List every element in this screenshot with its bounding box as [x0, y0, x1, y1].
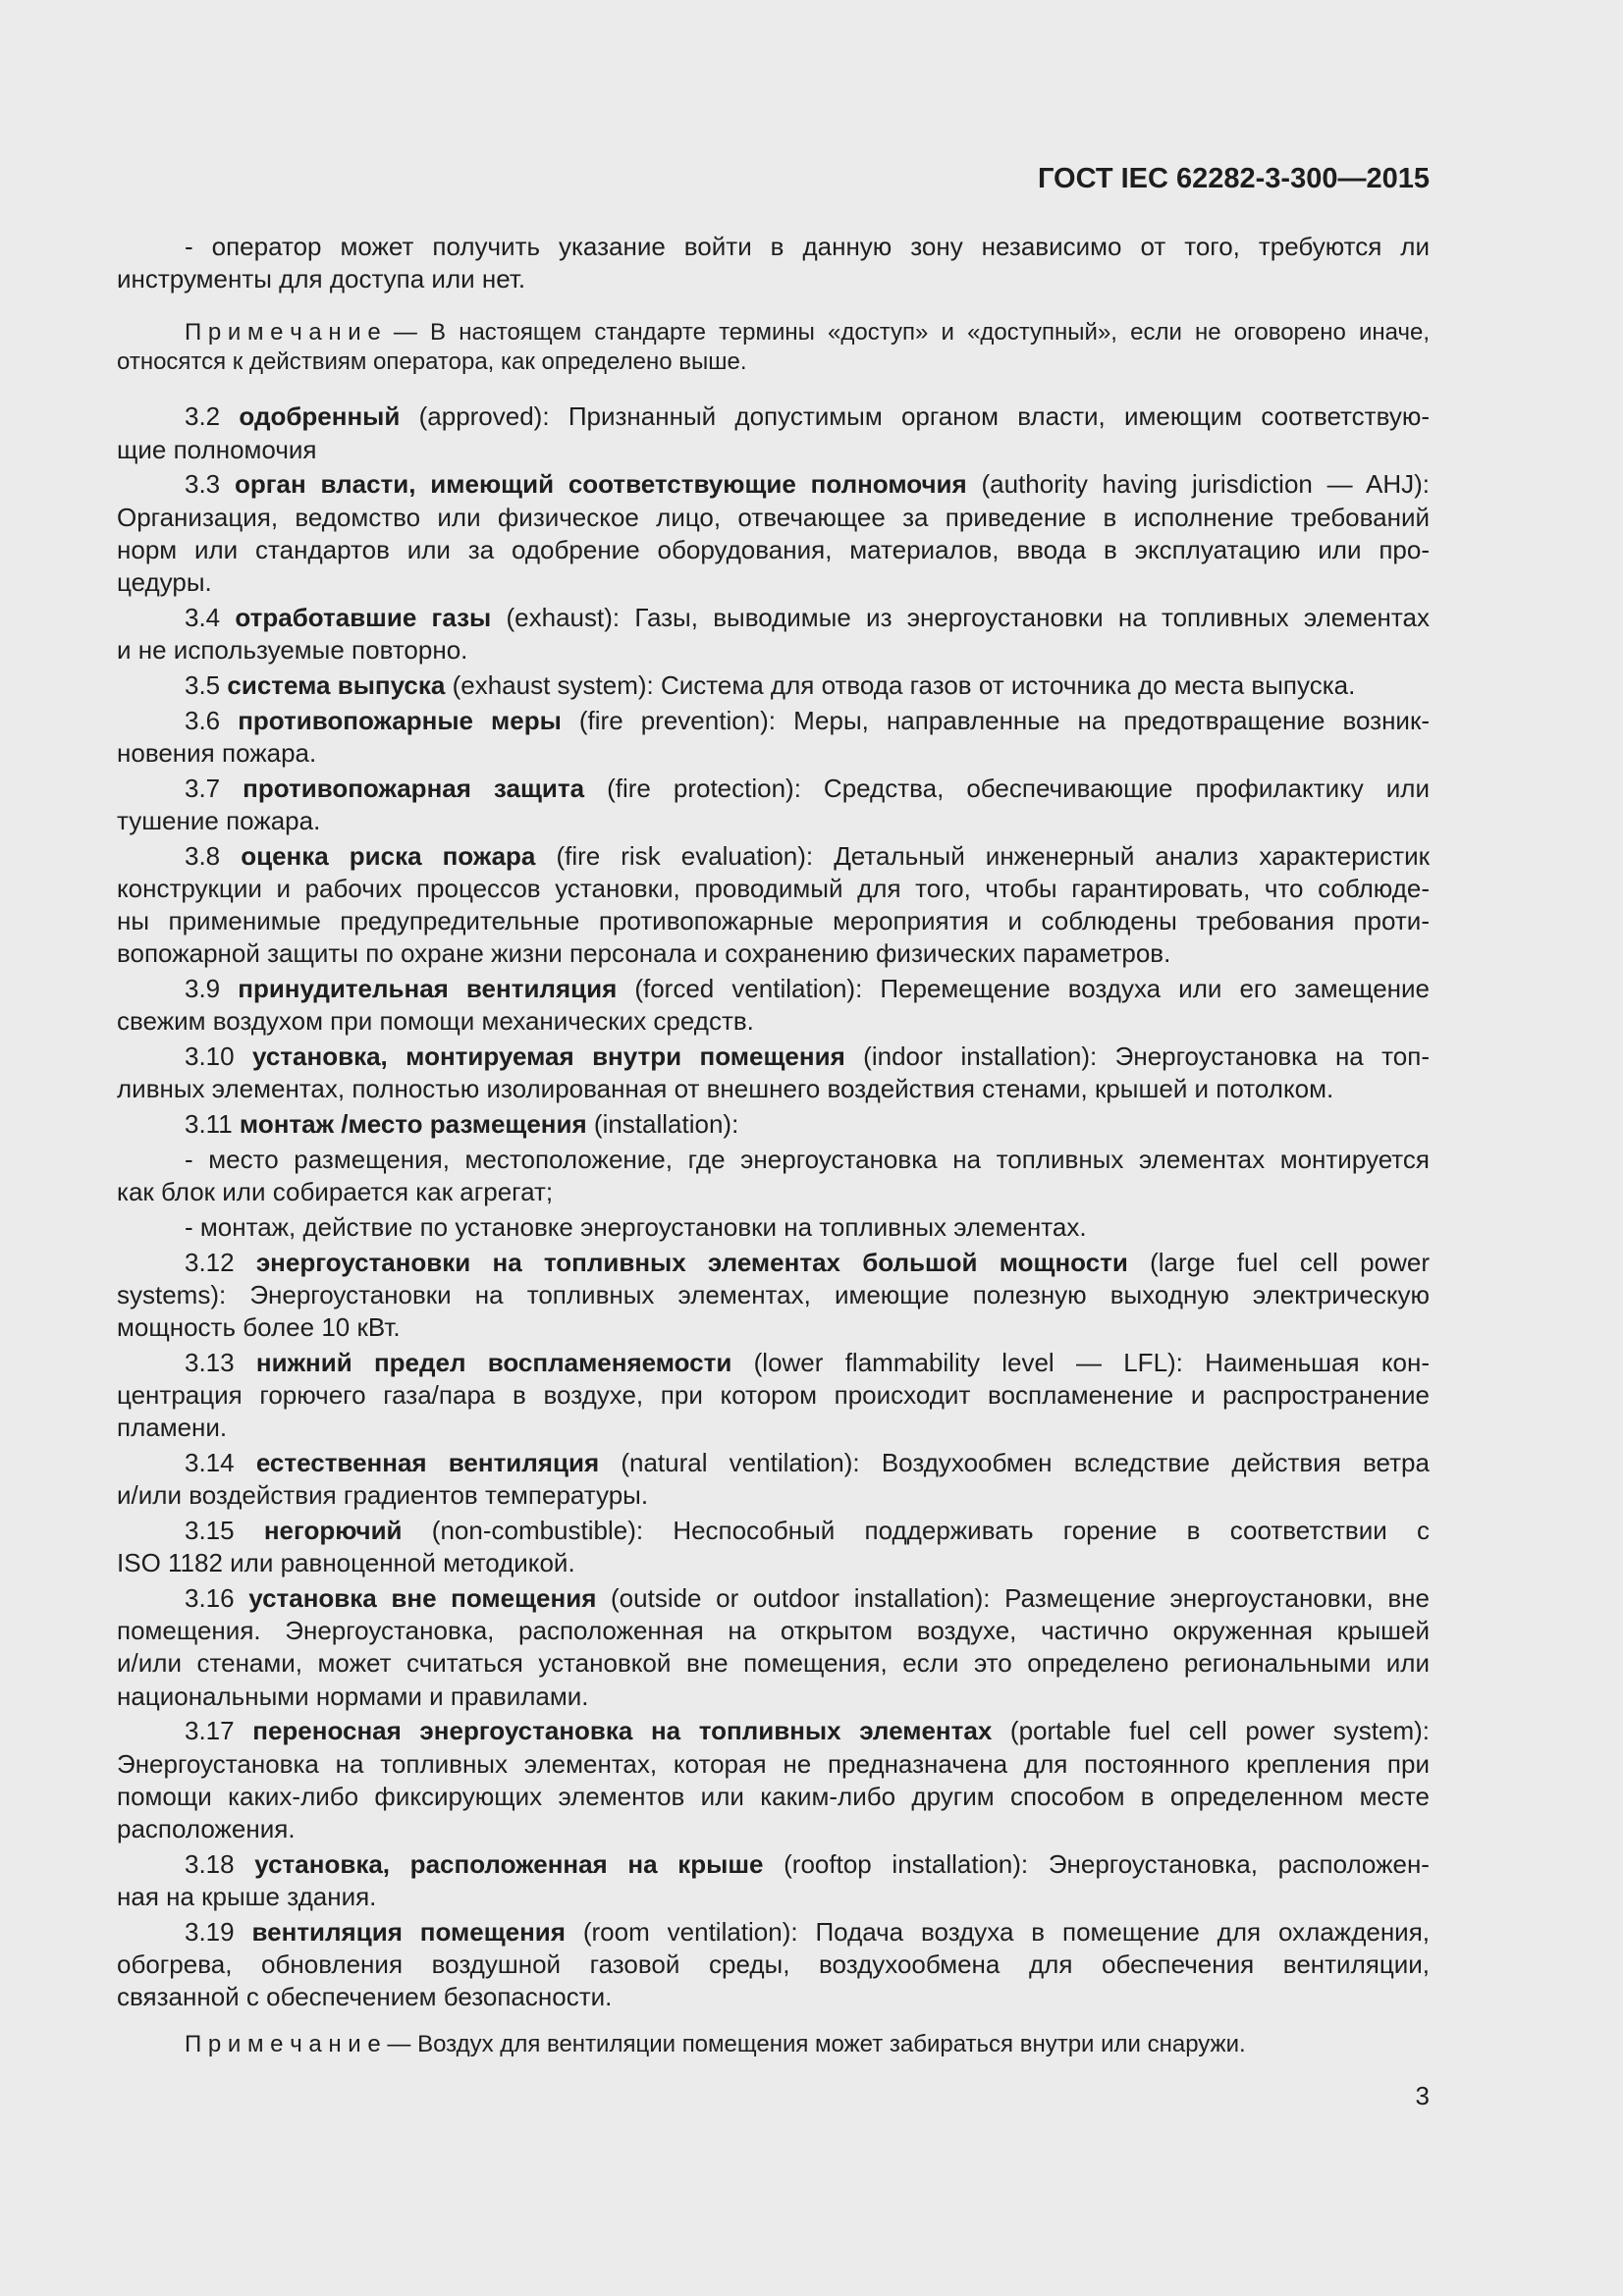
definition-text: (lower flammability level — LFL): Наименьшая кон-	[753, 1347, 1430, 1377]
definition-text: (natural ventilation): Воздухообмен вследствие действия ветра	[621, 1448, 1430, 1477]
definition-text: (installation):	[593, 1109, 739, 1139]
definition-line: ISO 1182 или равноценной методикой.	[117, 1548, 575, 1578]
term-number: 3.19	[185, 1916, 235, 1947]
definition-first-line	[117, 1447, 1430, 1479]
definition-line: цедуры.	[117, 567, 212, 597]
definition-entry	[117, 840, 1430, 971]
term-number: 3.18	[185, 1848, 235, 1879]
definition-line: и/или стенами, может считаться установкой вне помещения, если это определено региональными или	[117, 1648, 1430, 1679]
term-name: установка вне помещения	[248, 1583, 597, 1613]
note-line: относятся к действиям оператора, как определено выше.	[117, 348, 747, 375]
definition-text: (rooftop installation): Энергоустановка, расположен-	[784, 1848, 1430, 1879]
note-text: — Воздух для вентиляции помещения может забираться внутри или снаружи.	[387, 2031, 1246, 2058]
term-number: 3.2	[185, 401, 221, 432]
note-text: — В настоящем стандарте термины «доступ» и «доступный», если не оговорено иначе,	[393, 319, 1430, 346]
term-number: 3.3	[185, 469, 221, 500]
definition-entry	[117, 1582, 1430, 1713]
definition-line: национальными нормами и правилами.	[117, 1681, 589, 1711]
definition-first-line	[117, 400, 1430, 433]
term-number: 3.16	[185, 1583, 235, 1613]
definition-text: (approved): Признанный допустимым органом власти, имеющим соответствую-	[418, 401, 1430, 432]
term-name: установка, монтируемая внутри помещения	[252, 1041, 845, 1071]
term-name: система выпуска	[227, 669, 446, 700]
definition-line: ная на крыше здания.	[117, 1882, 377, 1912]
definition-line: связанной с обеспечением безопасности.	[117, 1982, 613, 2012]
definition-first-line	[117, 773, 1430, 805]
definition-entry	[117, 602, 1430, 667]
term-name: установка, расположенная на крыше	[254, 1848, 764, 1879]
definition-line: щие полномочия	[117, 434, 317, 464]
list-item-line: как блок или собирается как агрегат;	[117, 1177, 554, 1206]
definition-line: помощи каких-либо фиксирующих элементов или каким-либо другим способом в определенном месте	[117, 1781, 1430, 1811]
definition-entry	[117, 1715, 1430, 1845]
term-name: орган власти, имеющий соответствующие полномочия	[234, 469, 967, 500]
definition-line: новения пожара.	[117, 737, 317, 768]
definition-text: (fire protection): Средства, обеспечивающие профилактику или	[607, 773, 1430, 803]
definition-first-line	[117, 1041, 1430, 1073]
definition-first-line	[117, 973, 1430, 1005]
term-name: энергоустановки на топливных элементах большой мощности	[255, 1247, 1128, 1277]
term-name: противопожарная защита	[243, 773, 585, 803]
definition-first-line	[117, 1848, 1430, 1881]
definition-text: (authority having jurisdiction — AHJ):	[981, 469, 1430, 500]
definition-text: (fire prevention): Меры, направленные на предотвращение возник-	[578, 705, 1430, 735]
definition-first-line	[117, 1108, 1430, 1141]
term-name: отработавшие газы	[235, 602, 492, 632]
definition-line: systems): Энергоустановки на топливных элементах, имеющие полезную выходную электрическую	[117, 1279, 1430, 1309]
definition-text: (fire risk evaluation): Детальный инженерный анализ характеристик	[556, 840, 1430, 871]
definition-entry	[117, 1108, 1430, 1141]
term-number: 3.4	[185, 602, 221, 632]
term-number: 3.15	[185, 1516, 235, 1545]
text-column	[117, 231, 1430, 2112]
note-first-line	[117, 318, 1430, 347]
document-id-header: ГОСТ IEC 62282-3-300—2015	[1038, 163, 1430, 194]
definition-text: (portable fuel cell power system):	[1009, 1716, 1431, 1746]
definition-entry	[117, 1515, 1430, 1579]
definition-first-line	[117, 840, 1430, 873]
list-item-line: - место размещения, местоположение, где энергоустановка на топливных элементах монтируется	[185, 1144, 1430, 1174]
definition-entry	[117, 973, 1430, 1038]
term-number: 3.10	[185, 1041, 235, 1071]
definition-line: пламени.	[117, 1413, 228, 1443]
list-item-line: - монтаж, действие по установке энергоустановки на топливных элементах.	[185, 1211, 1087, 1242]
definition-text: (non-combustible): Неспособный поддерживать горение в соответствии с	[431, 1516, 1430, 1545]
term-name: одобренный	[239, 401, 401, 432]
definition-first-line	[117, 1347, 1430, 1379]
definition-text: (outside or outdoor installation): Размещение энергоустановки, вне	[611, 1583, 1430, 1613]
definition-line: и/или воздействия градиентов температуры.	[117, 1480, 649, 1511]
definition-entry	[117, 1447, 1430, 1512]
definition-text: (large fuel cell power	[1150, 1247, 1430, 1277]
definition-first-line	[117, 1582, 1430, 1615]
definition-line: Организация, ведомство или физическое лицо, отвечающее за приведение в исполнение требований	[117, 502, 1430, 532]
intro-line: инструменты для доступа или нет.	[117, 264, 526, 294]
term-number: 3.5	[185, 669, 221, 700]
term-number: 3.12	[185, 1247, 235, 1277]
definition-entry	[117, 1041, 1430, 1105]
term-number: 3.7	[185, 773, 221, 803]
term-name: противопожарные меры	[238, 705, 562, 735]
definition-first-line	[117, 669, 1430, 702]
term-name: вентиляция помещения	[251, 1916, 566, 1947]
intro-list-item	[117, 231, 1430, 295]
definition-entry	[117, 1916, 1430, 2014]
definition-entry	[117, 669, 1430, 702]
definition-line: свежим воздухом при помощи механических средств.	[117, 1006, 754, 1037]
definition-entry	[117, 705, 1430, 770]
definition-text: (forced ventilation): Перемещение воздуха или его замещение	[634, 974, 1430, 1003]
definition-line: норм или стандартов или за одобрение оборудования, материалов, ввода в эксплуатацию или про-	[117, 534, 1430, 564]
term-number: 3.8	[185, 840, 221, 871]
page-number: 3	[1415, 2081, 1430, 2111]
term-name: монтаж /место размещения	[239, 1109, 587, 1139]
definition-first-line	[117, 1515, 1430, 1547]
term-number: 3.6	[185, 705, 221, 735]
definition-text: (exhaust system): Система для отвода газов от источника до места выпуска.	[452, 669, 1356, 700]
definition-line: конструкции и рабочих процессов установки, проводимый для того, чтобы гарантировать, что соблюде-	[117, 873, 1430, 903]
list-item	[117, 1211, 1430, 1244]
definition-first-line	[117, 468, 1430, 501]
definition-line: обогрева, обновления воздушной газовой среды, воздухообмена для обеспечения вентиляции,	[117, 1949, 1430, 1980]
definition-line: Энергоустановка на топливных элементах, которая не предназначена для постоянного крепления при	[117, 1748, 1430, 1779]
note-label: П р и м е ч а н и е	[185, 319, 381, 346]
definition-entry	[117, 1347, 1430, 1445]
definition-line: ны применимые предупредительные противопожарные мероприятия и соблюдены требования проти-	[117, 906, 1430, 935]
definition-entry	[117, 773, 1430, 837]
definition-text: (room ventilation): Подача воздуха в помещение для охлаждения,	[582, 1916, 1431, 1947]
term-name: оценка риска пожара	[241, 840, 536, 871]
definition-line: вопожарной защиты по охране жизни персонала и сохранению физических параметров.	[117, 938, 1171, 969]
term-number: 3.9	[185, 974, 221, 1003]
term-name: нижний предел воспламеняемости	[255, 1347, 732, 1377]
definition-entry	[117, 468, 1430, 599]
definition-entry	[117, 1247, 1430, 1345]
list-item	[117, 1144, 1430, 1208]
definition-first-line	[117, 1715, 1430, 1747]
term-number: 3.17	[185, 1716, 235, 1746]
note-access	[117, 318, 1430, 377]
term-number: 3.13	[185, 1347, 235, 1377]
definition-line: тушение пожара.	[117, 805, 321, 835]
term-name: переносная энергоустановка на топливных элементах	[252, 1716, 993, 1746]
definition-first-line	[117, 1916, 1430, 1949]
intro-line: - оператор может получить указание войти в данную зону независимо от того, требуются ли	[185, 232, 1430, 261]
definitions-list	[117, 400, 1430, 2013]
note-first-line	[117, 2030, 1430, 2059]
definition-line: ливных элементах, полностью изолированная от внешнего воздействия стенами, крышей и потолком.	[117, 1074, 1334, 1104]
definition-first-line	[117, 1247, 1430, 1279]
definition-first-line	[117, 705, 1430, 737]
term-number: 3.11	[185, 1109, 233, 1139]
note-ventilation	[117, 2030, 1430, 2059]
term-name: принудительная вентиляция	[238, 974, 618, 1003]
definition-line: центрация горючего газа/пара в воздухе, при котором происходит воспламенение и распространение	[117, 1380, 1430, 1410]
term-name: негорючий	[263, 1516, 403, 1545]
definition-first-line	[117, 602, 1430, 634]
definition-line: и не используемые повторно.	[117, 635, 468, 665]
definition-line: расположения.	[117, 1814, 296, 1844]
term-number: 3.14	[185, 1448, 235, 1477]
definition-entry	[117, 400, 1430, 465]
definition-line: мощность более 10 кВт.	[117, 1312, 401, 1342]
definition-text: (exhaust): Газы, выводимые из энергоустановки на топливных элементах	[506, 602, 1430, 632]
definition-entry	[117, 1848, 1430, 1913]
definition-text: (indoor installation): Энергоустановка на топ-	[863, 1041, 1430, 1071]
note-label: П р и м е ч а н и е	[185, 2031, 381, 2058]
term-name: естественная вентиляция	[255, 1448, 600, 1477]
definition-line: помещения. Энергоустановка, расположенная на открытом воздухе, частично окруженная крышей	[117, 1616, 1430, 1646]
